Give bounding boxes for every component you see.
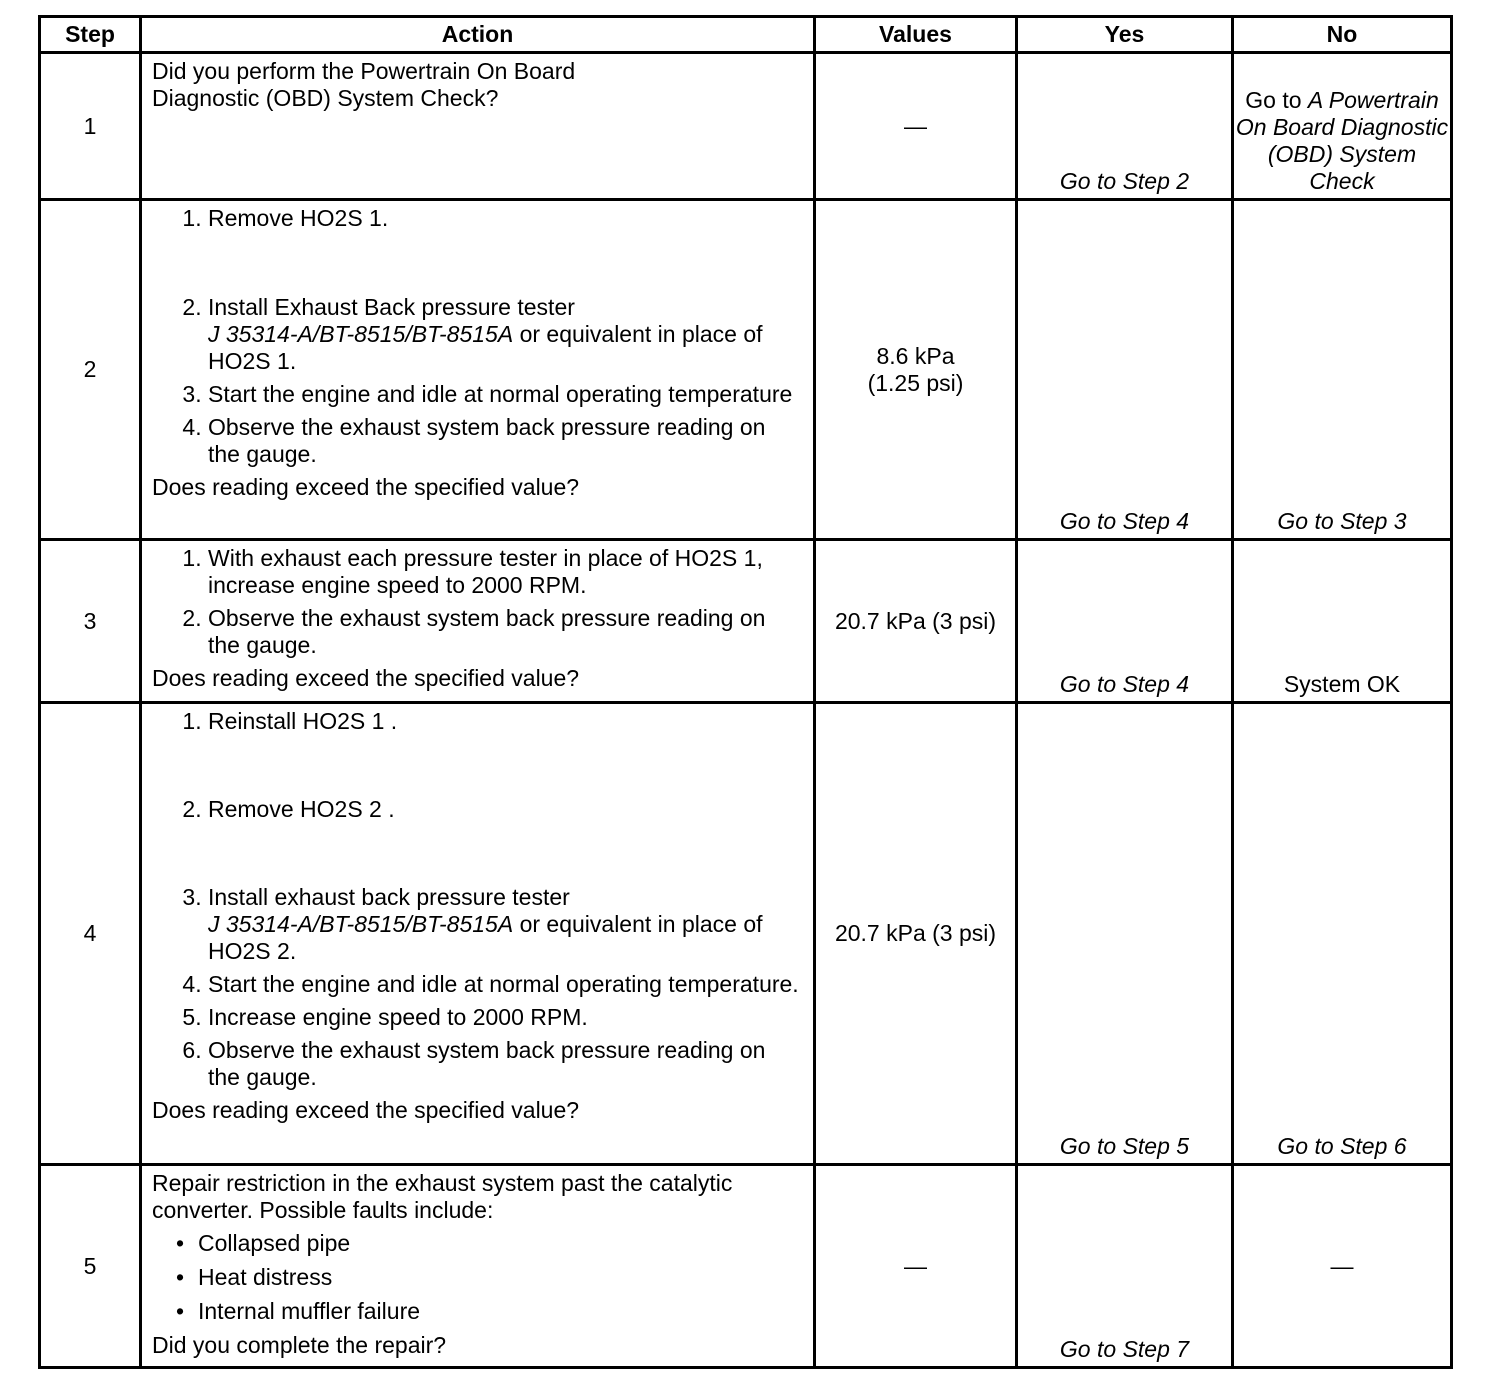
no-link[interactable]: Go to Step 3 bbox=[1233, 200, 1452, 540]
yes-link[interactable]: Go to Step 4 bbox=[1017, 200, 1233, 540]
header-yes: Yes bbox=[1017, 17, 1233, 53]
list-item bbox=[208, 294, 803, 375]
no-prefix: Go to bbox=[1245, 87, 1302, 113]
yes-link[interactable]: Go to Step 2 bbox=[1017, 53, 1233, 200]
fault-list bbox=[152, 1230, 803, 1325]
step-number: 5 bbox=[40, 1165, 141, 1368]
no-link[interactable]: A Powertrain On Board Diagnostic (OBD) System Check bbox=[1235, 87, 1449, 194]
tool-suffix: or equivalent in place of HO2S 2. bbox=[208, 911, 763, 964]
no-link[interactable]: Go to Step 6 bbox=[1233, 703, 1452, 1165]
no-cell bbox=[1233, 53, 1452, 200]
list-item-text: 2. Install Exhaust Back pressure tester bbox=[208, 294, 575, 320]
list-item: 5. Increase engine speed to 2000 RPM. bbox=[208, 1004, 803, 1031]
header-action: Action bbox=[141, 17, 815, 53]
diagnostic-table bbox=[38, 15, 1453, 1369]
step-number: 2 bbox=[40, 200, 141, 540]
list-item: 2. Remove HO2S 2 . bbox=[208, 796, 803, 823]
action-cell bbox=[141, 53, 815, 200]
action-list bbox=[152, 708, 803, 1091]
value-cell: — bbox=[815, 53, 1017, 200]
list-item: • Internal muffler failure bbox=[198, 1298, 803, 1325]
value-cell: 20.7 kPa (3 psi) bbox=[815, 540, 1017, 703]
yes-link[interactable]: Go to Step 5 bbox=[1017, 703, 1233, 1165]
header-no: No bbox=[1233, 17, 1452, 53]
list-item: 4. Start the engine and idle at normal operating temperature. bbox=[208, 971, 803, 998]
tool-reference: J 35314-A/BT-8515/BT-8515A bbox=[208, 321, 514, 347]
list-item: 4. Observe the exhaust system back pressure reading on the gauge. bbox=[208, 414, 803, 468]
value-line: 8.6 kPa bbox=[876, 342, 955, 369]
table-row-step-5 bbox=[40, 1165, 1452, 1368]
step-number: 4 bbox=[40, 703, 141, 1165]
action-intro: Repair restriction in the exhaust system past the catalytic converter. Possible faults include: bbox=[152, 1170, 733, 1223]
list-item: • Collapsed pipe bbox=[198, 1230, 803, 1257]
header-step: Step bbox=[40, 17, 141, 53]
step-number: 1 bbox=[40, 53, 141, 200]
table-row-step-1 bbox=[40, 53, 1452, 200]
list-item: • Heat distress bbox=[198, 1264, 803, 1291]
action-question: Did you complete the repair? bbox=[152, 1332, 447, 1358]
header-values: Values bbox=[815, 17, 1017, 53]
step-number: 3 bbox=[40, 540, 141, 703]
action-cell bbox=[141, 540, 815, 703]
table-row-step-2 bbox=[40, 200, 1452, 540]
table-row-step-4 bbox=[40, 703, 1452, 1165]
list-item: 2. Observe the exhaust system back pressure reading on the gauge. bbox=[208, 605, 803, 659]
tool-suffix: or equivalent in place of HO2S 1. bbox=[208, 321, 763, 374]
no-result: — bbox=[1233, 1165, 1452, 1368]
list-item: 3. Start the engine and idle at normal operating temperature bbox=[208, 381, 803, 408]
action-cell bbox=[141, 200, 815, 540]
action-list bbox=[152, 545, 803, 659]
action-list bbox=[152, 205, 803, 468]
action-question: Does reading exceed the specified value? bbox=[152, 1097, 580, 1123]
action-question: Does reading exceed the specified value? bbox=[152, 665, 580, 691]
list-item bbox=[208, 884, 803, 965]
list-item-text: 3. Install exhaust back pressure tester bbox=[208, 884, 570, 910]
value-cell: 20.7 kPa (3 psi) bbox=[815, 703, 1017, 1165]
action-question: Does reading exceed the specified value? bbox=[152, 474, 580, 500]
list-item: 1. With exhaust each pressure tester in place of HO2S 1, increase engine speed to 2000 RPM. bbox=[208, 545, 803, 599]
yes-link[interactable]: Go to Step 7 bbox=[1017, 1165, 1233, 1368]
tool-reference: J 35314-A/BT-8515/BT-8515A bbox=[208, 911, 514, 937]
header-row bbox=[40, 17, 1452, 53]
action-cell bbox=[141, 703, 815, 1165]
value-line: (1.25 psi) bbox=[867, 369, 964, 396]
action-cell bbox=[141, 1165, 815, 1368]
table-row-step-3 bbox=[40, 540, 1452, 703]
list-item: 1. Reinstall HO2S 1 . bbox=[208, 708, 803, 735]
value-cell: — bbox=[815, 1165, 1017, 1368]
action-question: Did you perform the Powertrain On Board Diagnostic (OBD) System Check? bbox=[152, 58, 576, 111]
list-item: 1. Remove HO2S 1. bbox=[208, 205, 803, 232]
value-cell bbox=[815, 200, 1017, 540]
yes-link[interactable]: Go to Step 4 bbox=[1017, 540, 1233, 703]
no-result: System OK bbox=[1233, 540, 1452, 703]
list-item: 6. Observe the exhaust system back pressure reading on the gauge. bbox=[208, 1037, 803, 1091]
